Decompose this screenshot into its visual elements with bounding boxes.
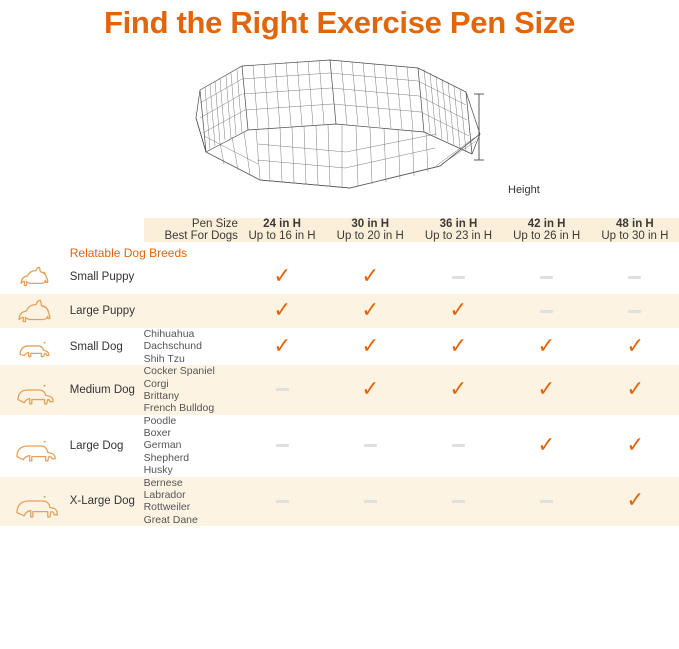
row-icon-cell [0, 415, 70, 477]
spacer [0, 230, 70, 242]
row-breeds [144, 260, 238, 294]
table-header-best-for-dogs [0, 230, 679, 242]
cell-check [591, 328, 679, 365]
cell-check [326, 365, 414, 415]
dash-icon [452, 500, 465, 503]
table-header-pen-size [0, 218, 679, 230]
cell-dash [414, 477, 502, 527]
check-icon: ✓ [273, 298, 291, 324]
check-icon: ✓ [361, 376, 379, 402]
table-row [0, 415, 679, 477]
column-header-30in: 30 in H [326, 218, 414, 230]
row-breeds: Poodle Boxer German Shepherd Husky [144, 415, 238, 477]
row-header-pen-size: Pen Size [144, 218, 238, 230]
cell-check [503, 415, 591, 477]
cell-dash [238, 477, 326, 527]
check-icon: ✓ [626, 376, 644, 402]
cell-check [591, 365, 679, 415]
cell-check [326, 328, 414, 365]
dash-icon [540, 500, 553, 503]
row-label: Large Puppy [70, 294, 144, 328]
dash-icon [276, 500, 289, 503]
table-row [0, 328, 679, 365]
check-icon: ✓ [449, 298, 468, 324]
height-label: Height [508, 184, 540, 197]
small-puppy-icon [12, 260, 58, 294]
row-icon-cell [0, 477, 70, 527]
dash-icon [364, 444, 377, 447]
row-header-best-for-dogs: Best For Dogs [144, 230, 238, 242]
cell-dash [326, 415, 414, 477]
cell-check [591, 415, 679, 477]
row-icon-cell [0, 294, 70, 328]
column-header-24in: 24 in H [238, 218, 326, 230]
column-header-36in: 36 in H [414, 218, 502, 230]
spacer [70, 230, 144, 242]
row-breeds: Bernese Labrador Rottweiler Great Dane [144, 477, 238, 527]
dash-icon [628, 276, 641, 279]
check-icon: ✓ [361, 264, 379, 290]
check-icon: ✓ [626, 488, 644, 514]
best-for-dogs-42in: Up to 26 in H [503, 230, 591, 242]
dash-icon [540, 310, 553, 313]
row-label: Small Puppy [70, 260, 144, 294]
check-icon: ✓ [537, 333, 556, 359]
cell-check [414, 294, 502, 328]
spacer [70, 218, 144, 230]
cell-dash [238, 415, 326, 477]
column-header-48in: 48 in H [591, 218, 679, 230]
table-row [0, 477, 679, 527]
cell-dash [503, 260, 591, 294]
best-for-dogs-24in: Up to 16 in H [238, 230, 326, 242]
dash-icon [452, 276, 465, 279]
table-row [0, 260, 679, 294]
cell-check [238, 294, 326, 328]
table-row [0, 365, 679, 415]
cell-check [326, 294, 414, 328]
cell-dash [238, 365, 326, 415]
cell-check [503, 365, 591, 415]
best-for-dogs-30in: Up to 20 in H [326, 230, 414, 242]
spacer [0, 246, 70, 260]
check-icon: ✓ [626, 333, 644, 359]
check-icon: ✓ [273, 264, 291, 290]
row-label: Medium Dog [70, 365, 144, 415]
dash-icon [364, 500, 377, 503]
x-large-dog-icon [12, 484, 58, 518]
check-icon: ✓ [449, 333, 468, 359]
cell-check [238, 260, 326, 294]
cell-check [591, 477, 679, 527]
cell-dash [414, 260, 502, 294]
cell-dash [503, 294, 591, 328]
best-for-dogs-36in: Up to 23 in H [414, 230, 502, 242]
row-label: Small Dog [70, 328, 144, 365]
check-icon: ✓ [449, 376, 468, 402]
hero-illustration [0, 48, 679, 218]
row-icon-cell [0, 365, 70, 415]
check-icon: ✓ [537, 432, 556, 458]
column-header-42in: 42 in H [503, 218, 591, 230]
check-icon: ✓ [626, 432, 644, 458]
row-icon-cell [0, 328, 70, 365]
check-icon: ✓ [273, 333, 291, 359]
check-icon: ✓ [361, 298, 379, 324]
exercise-pen-drawing [190, 48, 490, 208]
large-dog-icon [12, 429, 58, 463]
cell-check [503, 328, 591, 365]
cell-dash [414, 415, 502, 477]
dash-icon [276, 444, 289, 447]
cell-check [238, 328, 326, 365]
row-icon-cell [0, 260, 70, 294]
row-breeds [144, 294, 238, 328]
cell-dash [591, 260, 679, 294]
dash-icon [276, 388, 289, 391]
row-breeds: Cocker Spaniel Corgi Brittany French Bulldog [144, 365, 238, 415]
cell-dash [503, 477, 591, 527]
spacer [0, 218, 70, 230]
check-icon: ✓ [537, 376, 556, 402]
large-puppy-icon [12, 294, 58, 328]
table-body [0, 260, 679, 526]
row-label: Large Dog [70, 415, 144, 477]
cell-check [326, 260, 414, 294]
cell-dash [591, 294, 679, 328]
section-title-row [0, 246, 679, 260]
row-label: X-Large Dog [70, 477, 144, 527]
section-title: Relatable Dog Breeds [69, 246, 188, 261]
page-title: Find the Right Exercise Pen Size [103, 5, 576, 40]
pen-size-table [0, 218, 679, 526]
check-icon: ✓ [361, 333, 379, 359]
row-breeds: Chihuahua Dachschund Shih Tzu [144, 328, 238, 365]
dash-icon [628, 310, 641, 313]
cell-check [414, 365, 502, 415]
cell-dash [326, 477, 414, 527]
small-dog-icon [12, 330, 58, 364]
cell-check [414, 328, 502, 365]
height-measure-line [474, 94, 484, 160]
dash-icon [452, 444, 465, 447]
table-row [0, 294, 679, 328]
best-for-dogs-48in: Up to 30 in H [591, 230, 679, 242]
medium-dog-icon [12, 373, 58, 407]
dash-icon [540, 276, 553, 279]
